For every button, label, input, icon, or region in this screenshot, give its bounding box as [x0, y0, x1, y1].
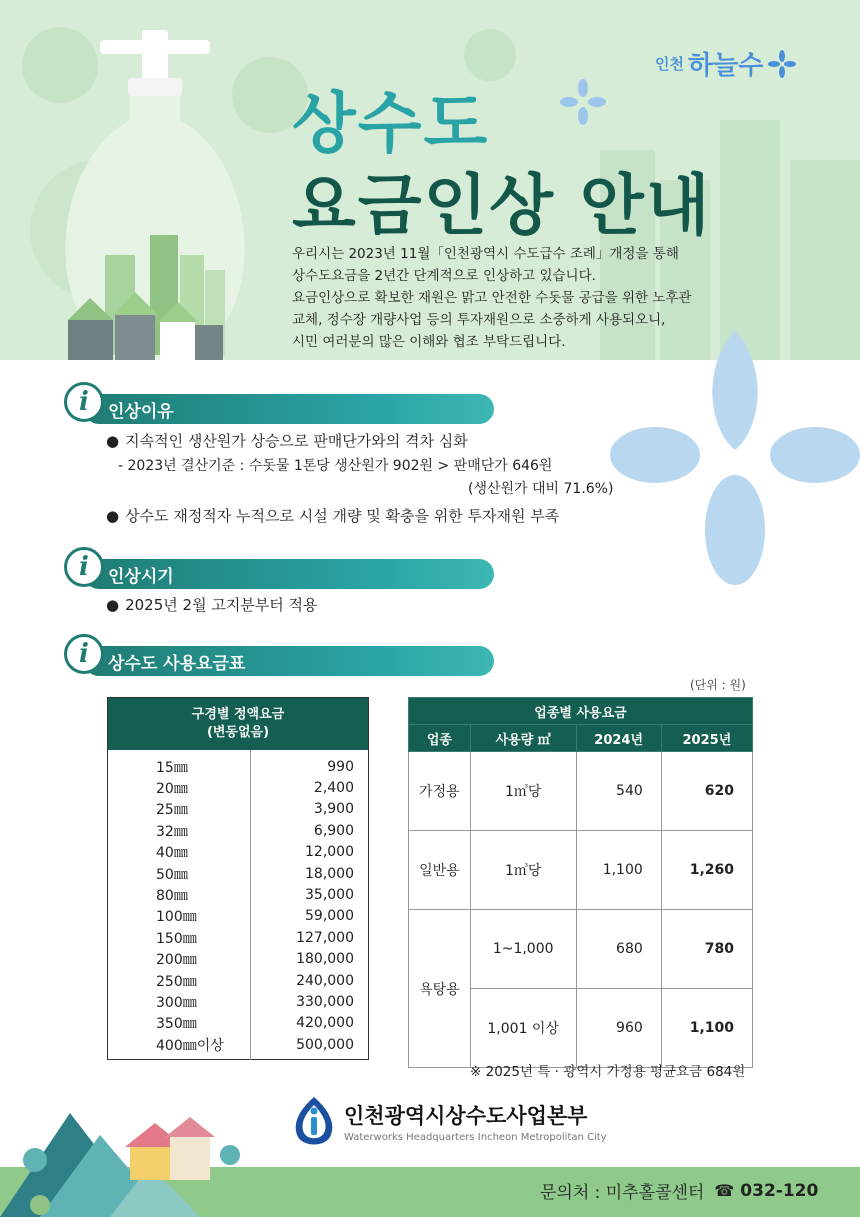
unit-label: (단위 : 원) — [690, 678, 746, 692]
table-row — [108, 991, 369, 1012]
size-cell: 300㎜ — [108, 991, 251, 1012]
intro-line: 우리시는 2023년 11월「인천광역시 수도급수 조례」개정을 통해 — [292, 246, 679, 262]
table-row — [108, 842, 369, 863]
usage-fee-header: 업종별 사용요금 — [409, 698, 753, 725]
type-cell: 일반용 — [409, 831, 471, 910]
fee-cell: 59,000 — [305, 908, 354, 925]
fee-cell: 3,900 — [313, 801, 354, 818]
info-icon: i — [64, 634, 104, 674]
bullet-icon: ● — [106, 596, 120, 614]
reason-bullet-1 — [106, 430, 468, 451]
reason-sub-1: - 2023년 결산기준 : 수돗물 1톤당 생산원가 902원 > 판매단가 646원 — [118, 458, 553, 474]
usage-cell: 1,001 이상 — [470, 989, 576, 1068]
table-row — [108, 863, 369, 884]
header-line: 구경별 정액요금 — [191, 707, 285, 722]
brand-name: 하늘수 — [687, 51, 764, 81]
fee-cell: 2,400 — [313, 780, 354, 797]
fee-cell: 180,000 — [296, 951, 354, 968]
org-emblem-icon — [290, 1095, 338, 1147]
fee-cell: 240,000 — [296, 972, 354, 989]
bullet-icon: ● — [106, 507, 120, 525]
contact-phone: 032-120 — [740, 1180, 819, 1201]
table-row — [108, 949, 369, 970]
column-header: 2024년 — [576, 725, 661, 752]
price-2025-cell: 620 — [661, 752, 752, 831]
price-2024-cell: 540 — [576, 752, 661, 831]
intro-paragraph — [292, 243, 762, 353]
brand-prefix: 인천 — [655, 55, 684, 73]
timing-bullet-1 — [106, 594, 318, 615]
table-row — [108, 906, 369, 927]
water-flower-icon — [610, 330, 860, 590]
size-cell: 80㎜ — [108, 884, 251, 905]
size-cell: 15㎜ — [108, 750, 251, 777]
brand-logo — [655, 45, 797, 82]
intro-line: 요금인상으로 확보한 재원은 맑고 안전한 수돗물 공급을 위한 노후관 — [292, 290, 692, 306]
table-row — [409, 752, 753, 831]
price-2025-cell: 780 — [661, 910, 752, 989]
phone-icon: ☎ — [714, 1181, 735, 1200]
intro-line: 상수도요금을 2년간 단계적으로 인상하고 있습니다. — [292, 268, 596, 284]
fee-cell: 18,000 — [305, 865, 354, 882]
section-timing-label: 인상시기 — [108, 567, 174, 587]
usage-cell: 1~1,000 — [470, 910, 576, 989]
intro-line: 교체, 정수장 개량사업 등의 투자재원으로 소중하게 사용되오니, — [292, 312, 666, 328]
price-2024-cell: 680 — [576, 910, 661, 989]
intro-line: 시민 여러분의 많은 이해와 협조 부탁드립니다. — [292, 334, 566, 350]
table-row — [409, 831, 753, 910]
fee-cell: 6,900 — [313, 822, 354, 839]
size-cell: 400㎜이상 — [108, 1034, 251, 1060]
fixed-fee-table — [107, 697, 369, 1060]
column-header: 업종 — [409, 725, 471, 752]
fee-cell: 990 — [327, 758, 354, 775]
size-cell: 250㎜ — [108, 970, 251, 991]
size-cell: 50㎜ — [108, 863, 251, 884]
landscape-illustration — [0, 1105, 260, 1217]
bullet-text: 2025년 2월 고지분부터 적용 — [125, 596, 318, 614]
table-row — [108, 927, 369, 948]
type-cell: 가정용 — [409, 752, 471, 831]
size-cell: 25㎜ — [108, 799, 251, 820]
table-row — [108, 799, 369, 820]
size-cell: 200㎜ — [108, 949, 251, 970]
usage-cell: 1㎥당 — [470, 831, 576, 910]
size-cell: 100㎜ — [108, 906, 251, 927]
table-row — [108, 884, 369, 905]
price-2025-cell: 1,100 — [661, 989, 752, 1068]
section-table-label: 상수도 사용요금표 — [108, 654, 246, 674]
section-reason-label: 인상이유 — [108, 402, 174, 422]
header-line: (변동없음) — [206, 725, 270, 740]
usage-cell: 1㎥당 — [470, 752, 576, 831]
size-cell: 32㎜ — [108, 820, 251, 841]
fee-cell: 500,000 — [296, 1036, 354, 1053]
fee-cell: 12,000 — [305, 844, 354, 861]
table-row — [108, 970, 369, 991]
org-name-en: Waterworks Headquarters Incheon Metropolitan City — [344, 1131, 607, 1143]
org-name-ko: 인천광역시상수도사업본부 — [344, 1103, 588, 1128]
table-row — [108, 820, 369, 841]
table-row — [108, 1034, 369, 1060]
org-logo — [290, 1095, 607, 1147]
fee-cell: 127,000 — [296, 929, 354, 946]
table-row — [108, 777, 369, 798]
fee-cell: 330,000 — [296, 993, 354, 1010]
fixed-fee-header — [108, 698, 369, 751]
type-cell: 욕탕용 — [409, 910, 471, 1068]
bullet-icon: ● — [106, 432, 120, 450]
table-row — [108, 1013, 369, 1034]
fixed-fee-body — [108, 750, 369, 1060]
size-cell: 350㎜ — [108, 1013, 251, 1034]
table-row — [409, 910, 753, 989]
size-cell: 20㎜ — [108, 777, 251, 798]
contact-label: 문의처 : 미추홀콜센터 — [540, 1183, 705, 1203]
info-icon: i — [64, 547, 104, 587]
size-cell: 40㎜ — [108, 842, 251, 863]
page-title-line1: 상수도 — [292, 85, 490, 162]
size-cell: 150㎜ — [108, 927, 251, 948]
usage-fee-table — [408, 697, 753, 1068]
fee-cell: 35,000 — [305, 887, 354, 904]
price-2025-cell: 1,260 — [661, 831, 752, 910]
bullet-text: 지속적인 생산원가 상승으로 판매단가와의 격차 심화 — [125, 432, 468, 450]
contact-info — [540, 1178, 818, 1203]
footnote: ※ 2025년 특 · 광역시 가정용 평균요금 684원 — [470, 1064, 746, 1080]
fee-cell: 420,000 — [296, 1015, 354, 1032]
page-title-line2: 요금인상 안내 — [292, 167, 712, 244]
info-icon: i — [64, 382, 104, 422]
column-header: 2025년 — [661, 725, 752, 752]
column-header: 사용량 ㎥ — [470, 725, 576, 752]
bullet-text: 상수도 재정적자 누적으로 시설 개량 및 확충을 위한 투자재원 부족 — [125, 507, 560, 525]
price-2024-cell: 1,100 — [576, 831, 661, 910]
reason-sub-2: (생산원가 대비 71.6%) — [468, 481, 614, 497]
reason-bullet-2 — [106, 505, 559, 526]
snowflake-icon — [767, 49, 797, 79]
price-2024-cell: 960 — [576, 989, 661, 1068]
table-row — [108, 750, 369, 777]
